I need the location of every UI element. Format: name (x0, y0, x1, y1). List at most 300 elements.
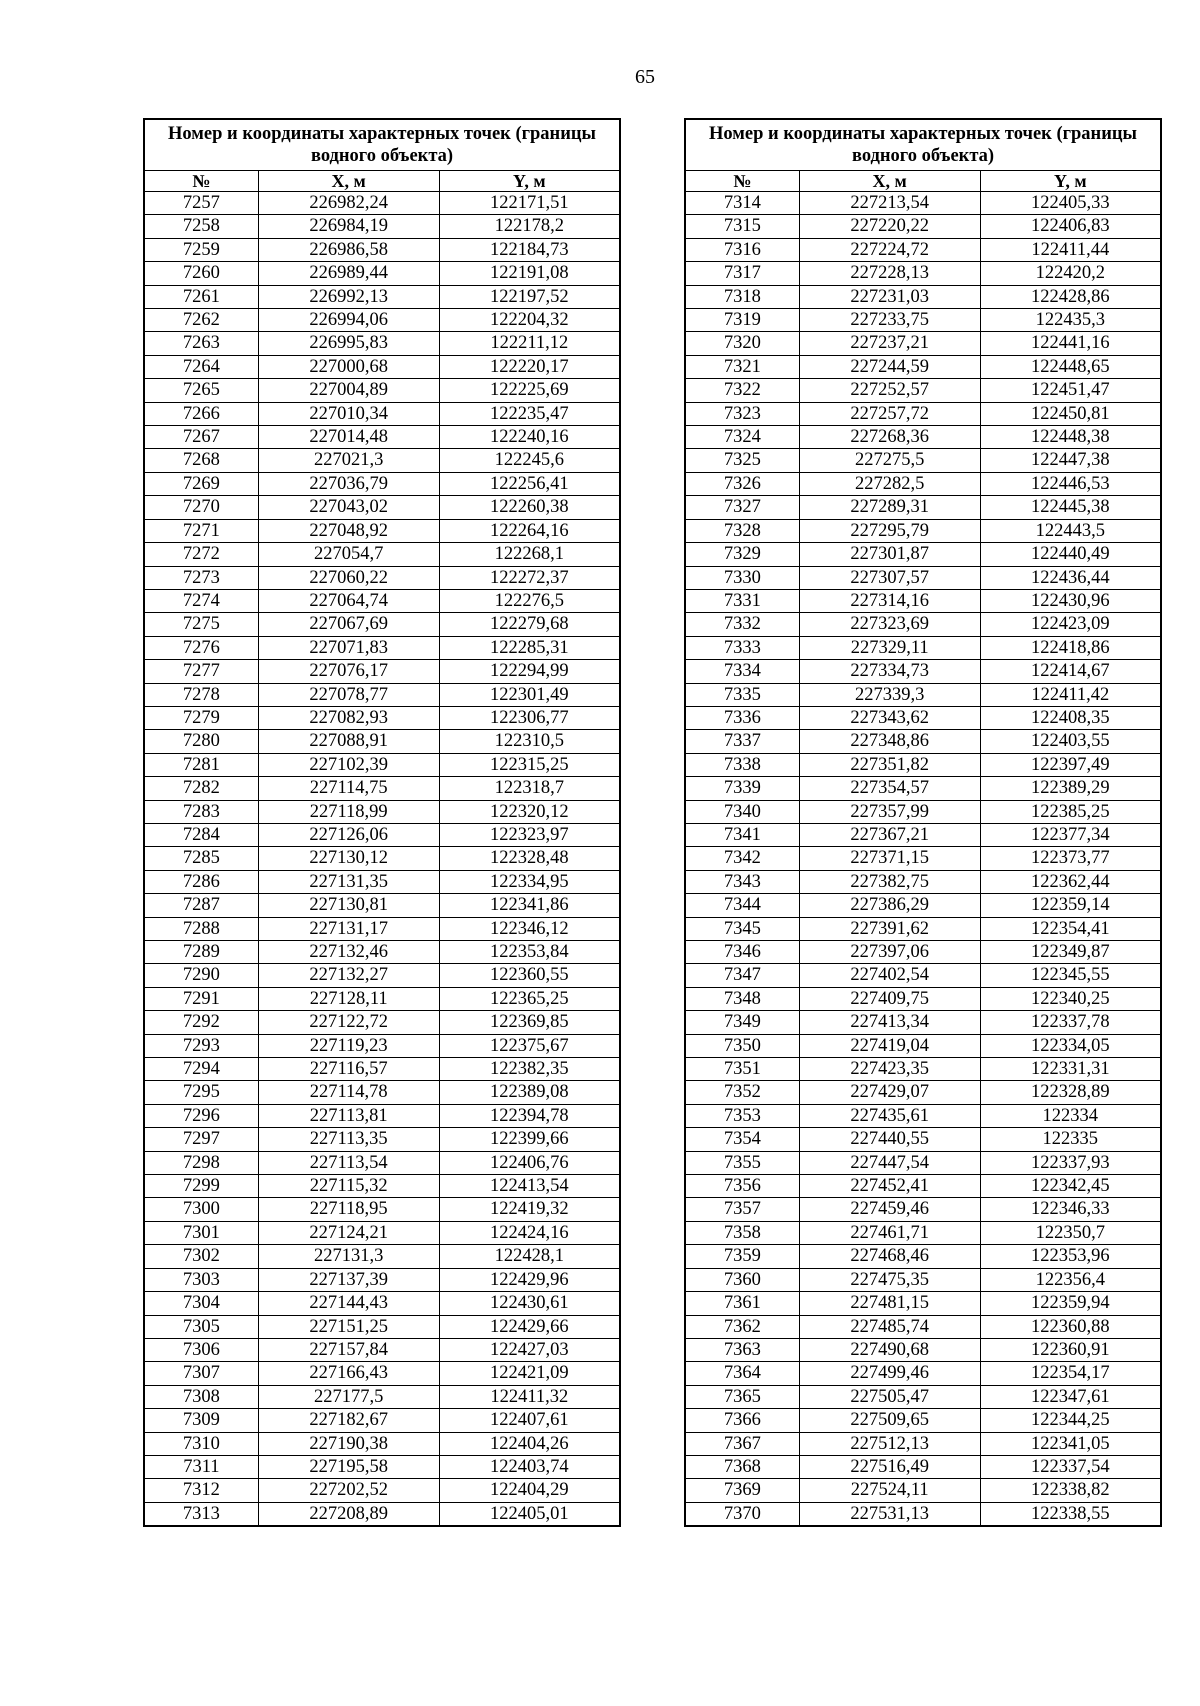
y-coordinate-cell: 122256,41 (439, 472, 620, 495)
point-number-cell: 7274 (144, 589, 258, 612)
y-coordinate-cell: 122337,54 (980, 1455, 1161, 1478)
table-row (144, 777, 620, 800)
point-number-cell: 7323 (685, 402, 799, 425)
x-coordinate-cell: 227499,46 (799, 1362, 980, 1385)
point-number-cell: 7341 (685, 823, 799, 846)
x-coordinate-cell: 227429,07 (799, 1081, 980, 1104)
x-coordinate-cell: 227367,21 (799, 823, 980, 846)
point-number-cell: 7310 (144, 1432, 258, 1455)
x-coordinate-cell: 227114,78 (258, 1081, 439, 1104)
point-number-cell: 7319 (685, 309, 799, 332)
table-row (685, 1151, 1161, 1174)
x-coordinate-cell: 227130,12 (258, 847, 439, 870)
x-coordinate-cell: 227233,75 (799, 309, 980, 332)
table-row (685, 1315, 1161, 1338)
y-coordinate-cell: 122337,78 (980, 1011, 1161, 1034)
point-number-cell: 7304 (144, 1292, 258, 1315)
table-row (144, 1245, 620, 1268)
table-row (144, 613, 620, 636)
point-number-cell: 7340 (685, 800, 799, 823)
point-number-cell: 7295 (144, 1081, 258, 1104)
x-coordinate-cell: 226986,58 (258, 238, 439, 261)
x-coordinate-cell: 227157,84 (258, 1338, 439, 1361)
table-row (144, 238, 620, 261)
y-coordinate-cell: 122427,03 (439, 1338, 620, 1361)
y-coordinate-cell: 122408,35 (980, 706, 1161, 729)
point-number-cell: 7293 (144, 1034, 258, 1057)
y-coordinate-cell: 122350,7 (980, 1221, 1161, 1244)
y-coordinate-cell: 122220,17 (439, 355, 620, 378)
y-coordinate-cell: 122430,61 (439, 1292, 620, 1315)
column-header-y: Y, м (439, 171, 620, 192)
y-coordinate-cell: 122423,09 (980, 613, 1161, 636)
table-row (685, 1268, 1161, 1291)
y-coordinate-cell: 122448,65 (980, 355, 1161, 378)
table-row (144, 1479, 620, 1502)
x-coordinate-cell: 227048,92 (258, 519, 439, 542)
y-coordinate-cell: 122404,29 (439, 1479, 620, 1502)
column-header-number: № (685, 171, 799, 192)
table-row (685, 660, 1161, 683)
x-coordinate-cell: 227371,15 (799, 847, 980, 870)
point-number-cell: 7368 (685, 1455, 799, 1478)
x-coordinate-cell: 227113,81 (258, 1104, 439, 1127)
x-coordinate-cell: 227509,65 (799, 1409, 980, 1432)
table-row (144, 519, 620, 542)
table-row (144, 706, 620, 729)
point-number-cell: 7354 (685, 1128, 799, 1151)
table-row (685, 706, 1161, 729)
y-coordinate-cell: 122394,78 (439, 1104, 620, 1127)
point-number-cell: 7311 (144, 1455, 258, 1478)
y-coordinate-cell: 122441,16 (980, 332, 1161, 355)
point-number-cell: 7290 (144, 964, 258, 987)
x-coordinate-cell: 227354,57 (799, 777, 980, 800)
table-row (144, 1034, 620, 1057)
point-number-cell: 7275 (144, 613, 258, 636)
point-number-cell: 7297 (144, 1128, 258, 1151)
y-coordinate-cell: 122385,25 (980, 800, 1161, 823)
point-number-cell: 7265 (144, 379, 258, 402)
x-coordinate-cell: 227289,31 (799, 496, 980, 519)
x-coordinate-cell: 227301,87 (799, 543, 980, 566)
table-row (144, 1175, 620, 1198)
x-coordinate-cell: 227516,49 (799, 1455, 980, 1478)
table-row (144, 566, 620, 589)
point-number-cell: 7288 (144, 917, 258, 940)
x-coordinate-cell: 227177,5 (258, 1385, 439, 1408)
table-row (685, 613, 1161, 636)
table-row (144, 800, 620, 823)
y-coordinate-cell: 122211,12 (439, 332, 620, 355)
table-row (685, 917, 1161, 940)
table-row (685, 519, 1161, 542)
y-coordinate-cell: 122377,34 (980, 823, 1161, 846)
y-coordinate-cell: 122405,01 (439, 1502, 620, 1526)
point-number-cell: 7278 (144, 683, 258, 706)
point-number-cell: 7360 (685, 1268, 799, 1291)
point-number-cell: 7349 (685, 1011, 799, 1034)
y-coordinate-cell: 122341,05 (980, 1432, 1161, 1455)
point-number-cell: 7286 (144, 870, 258, 893)
table-row (685, 566, 1161, 589)
table-row (685, 1385, 1161, 1408)
point-number-cell: 7300 (144, 1198, 258, 1221)
x-coordinate-cell: 227116,57 (258, 1058, 439, 1081)
table-row (144, 1432, 620, 1455)
table-row (685, 192, 1161, 215)
x-coordinate-cell: 227014,48 (258, 426, 439, 449)
x-coordinate-cell: 227118,95 (258, 1198, 439, 1221)
x-coordinate-cell: 227182,67 (258, 1409, 439, 1432)
point-number-cell: 7292 (144, 1011, 258, 1034)
table-row (685, 543, 1161, 566)
x-coordinate-cell: 227064,74 (258, 589, 439, 612)
point-number-cell: 7260 (144, 262, 258, 285)
x-coordinate-cell: 226992,13 (258, 285, 439, 308)
point-number-cell: 7277 (144, 660, 258, 683)
y-coordinate-cell: 122429,66 (439, 1315, 620, 1338)
column-header-x: X, м (258, 171, 439, 192)
y-coordinate-cell: 122375,67 (439, 1034, 620, 1057)
table-row (685, 1292, 1161, 1315)
y-coordinate-cell: 122411,42 (980, 683, 1161, 706)
x-coordinate-cell: 227419,04 (799, 1034, 980, 1057)
x-coordinate-cell: 227228,13 (799, 262, 980, 285)
x-coordinate-cell: 227036,79 (258, 472, 439, 495)
y-coordinate-cell: 122345,55 (980, 964, 1161, 987)
y-coordinate-cell: 122184,73 (439, 238, 620, 261)
point-number-cell: 7351 (685, 1058, 799, 1081)
y-coordinate-cell: 122360,91 (980, 1338, 1161, 1361)
y-coordinate-cell: 122338,82 (980, 1479, 1161, 1502)
x-coordinate-cell: 227131,3 (258, 1245, 439, 1268)
y-coordinate-cell: 122328,48 (439, 847, 620, 870)
y-coordinate-cell: 122407,61 (439, 1409, 620, 1432)
table-row (144, 215, 620, 238)
point-number-cell: 7342 (685, 847, 799, 870)
point-number-cell: 7284 (144, 823, 258, 846)
coordinates-table-right (684, 118, 1162, 1527)
point-number-cell: 7276 (144, 636, 258, 659)
point-number-cell: 7329 (685, 543, 799, 566)
y-coordinate-cell: 122440,49 (980, 543, 1161, 566)
table-row (144, 1151, 620, 1174)
y-coordinate-cell: 122414,67 (980, 660, 1161, 683)
table-row (685, 496, 1161, 519)
x-coordinate-cell: 227043,02 (258, 496, 439, 519)
x-coordinate-cell: 227397,06 (799, 941, 980, 964)
x-coordinate-cell: 227314,16 (799, 589, 980, 612)
y-coordinate-cell: 122334 (980, 1104, 1161, 1127)
x-coordinate-cell: 227447,54 (799, 1151, 980, 1174)
x-coordinate-cell: 227461,71 (799, 1221, 980, 1244)
point-number-cell: 7271 (144, 519, 258, 542)
x-coordinate-cell: 227323,69 (799, 613, 980, 636)
point-number-cell: 7336 (685, 706, 799, 729)
y-coordinate-cell: 122362,44 (980, 870, 1161, 893)
x-coordinate-cell: 227054,7 (258, 543, 439, 566)
x-coordinate-cell: 227115,32 (258, 1175, 439, 1198)
y-coordinate-cell: 122428,1 (439, 1245, 620, 1268)
x-coordinate-cell: 227440,55 (799, 1128, 980, 1151)
table-caption: Номер и координаты характерных точек (границы водного объекта) (144, 119, 620, 171)
y-coordinate-cell: 122301,49 (439, 683, 620, 706)
x-coordinate-cell: 227190,38 (258, 1432, 439, 1455)
table-row (685, 1221, 1161, 1244)
table-row (685, 800, 1161, 823)
x-coordinate-cell: 227220,22 (799, 215, 980, 238)
table-row (144, 870, 620, 893)
x-coordinate-cell: 227268,36 (799, 426, 980, 449)
x-coordinate-cell: 227231,03 (799, 285, 980, 308)
y-coordinate-cell: 122389,29 (980, 777, 1161, 800)
y-coordinate-cell: 122420,2 (980, 262, 1161, 285)
x-coordinate-cell: 227082,93 (258, 706, 439, 729)
point-number-cell: 7355 (685, 1151, 799, 1174)
y-coordinate-cell: 122341,86 (439, 894, 620, 917)
y-coordinate-cell: 122338,55 (980, 1502, 1161, 1526)
y-coordinate-cell: 122443,5 (980, 519, 1161, 542)
x-coordinate-cell: 227166,43 (258, 1362, 439, 1385)
x-coordinate-cell: 227295,79 (799, 519, 980, 542)
y-coordinate-cell: 122342,45 (980, 1175, 1161, 1198)
point-number-cell: 7261 (144, 285, 258, 308)
table-row (144, 472, 620, 495)
x-coordinate-cell: 227071,83 (258, 636, 439, 659)
y-coordinate-cell: 122264,16 (439, 519, 620, 542)
point-number-cell: 7289 (144, 941, 258, 964)
column-header-y: Y, м (980, 171, 1161, 192)
y-coordinate-cell: 122406,83 (980, 215, 1161, 238)
x-coordinate-cell: 226989,44 (258, 262, 439, 285)
point-number-cell: 7285 (144, 847, 258, 870)
table-row (685, 449, 1161, 472)
point-number-cell: 7309 (144, 1409, 258, 1432)
x-coordinate-cell: 227257,72 (799, 402, 980, 425)
point-number-cell: 7338 (685, 753, 799, 776)
table-row (685, 1502, 1161, 1526)
table-row (144, 426, 620, 449)
x-coordinate-cell: 227475,35 (799, 1268, 980, 1291)
y-coordinate-cell: 122235,47 (439, 402, 620, 425)
y-coordinate-cell: 122428,86 (980, 285, 1161, 308)
point-number-cell: 7321 (685, 355, 799, 378)
y-coordinate-cell: 122403,74 (439, 1455, 620, 1478)
x-coordinate-cell: 227132,27 (258, 964, 439, 987)
x-coordinate-cell: 227224,72 (799, 238, 980, 261)
y-coordinate-cell: 122337,93 (980, 1151, 1161, 1174)
table-row (144, 449, 620, 472)
table-row (144, 917, 620, 940)
y-coordinate-cell: 122406,76 (439, 1151, 620, 1174)
table-row (685, 964, 1161, 987)
y-coordinate-cell: 122334,05 (980, 1034, 1161, 1057)
y-coordinate-cell: 122272,37 (439, 566, 620, 589)
y-coordinate-cell: 122365,25 (439, 987, 620, 1010)
x-coordinate-cell: 227282,5 (799, 472, 980, 495)
x-coordinate-cell: 227490,68 (799, 1338, 980, 1361)
table-row (685, 941, 1161, 964)
table-row (685, 262, 1161, 285)
y-coordinate-cell: 122335 (980, 1128, 1161, 1151)
x-coordinate-cell: 227531,13 (799, 1502, 980, 1526)
table-row (144, 730, 620, 753)
table-row (144, 262, 620, 285)
point-number-cell: 7344 (685, 894, 799, 917)
x-coordinate-cell: 227343,62 (799, 706, 980, 729)
y-coordinate-cell: 122403,55 (980, 730, 1161, 753)
y-coordinate-cell: 122346,33 (980, 1198, 1161, 1221)
table-row (144, 1385, 620, 1408)
table-row (144, 1081, 620, 1104)
x-coordinate-cell: 226984,19 (258, 215, 439, 238)
page-number: 65 (635, 66, 655, 88)
table-row (144, 847, 620, 870)
table-row (144, 496, 620, 519)
x-coordinate-cell: 226982,24 (258, 192, 439, 215)
y-coordinate-cell: 122399,66 (439, 1128, 620, 1151)
y-coordinate-cell: 122310,5 (439, 730, 620, 753)
table-row (685, 1104, 1161, 1127)
table-row (685, 426, 1161, 449)
table-row (685, 402, 1161, 425)
y-coordinate-cell: 122373,77 (980, 847, 1161, 870)
x-coordinate-cell: 227124,21 (258, 1221, 439, 1244)
table-row (685, 215, 1161, 238)
point-number-cell: 7365 (685, 1385, 799, 1408)
y-coordinate-cell: 122446,53 (980, 472, 1161, 495)
y-coordinate-cell: 122451,47 (980, 379, 1161, 402)
point-number-cell: 7312 (144, 1479, 258, 1502)
point-number-cell: 7370 (685, 1502, 799, 1526)
table-row (144, 1221, 620, 1244)
table-row (685, 753, 1161, 776)
x-coordinate-cell: 227102,39 (258, 753, 439, 776)
x-coordinate-cell: 227402,54 (799, 964, 980, 987)
table-row (685, 1128, 1161, 1151)
x-coordinate-cell: 227351,82 (799, 753, 980, 776)
x-coordinate-cell: 227151,25 (258, 1315, 439, 1338)
x-coordinate-cell: 227202,52 (258, 1479, 439, 1502)
point-number-cell: 7356 (685, 1175, 799, 1198)
x-coordinate-cell: 227000,68 (258, 355, 439, 378)
x-coordinate-cell: 227118,99 (258, 800, 439, 823)
x-coordinate-cell: 227307,57 (799, 566, 980, 589)
point-number-cell: 7283 (144, 800, 258, 823)
table-row (685, 894, 1161, 917)
point-number-cell: 7347 (685, 964, 799, 987)
table-row (144, 823, 620, 846)
y-coordinate-cell: 122450,81 (980, 402, 1161, 425)
point-number-cell: 7259 (144, 238, 258, 261)
point-number-cell: 7353 (685, 1104, 799, 1127)
point-number-cell: 7263 (144, 332, 258, 355)
table-row (685, 987, 1161, 1010)
x-coordinate-cell: 227435,61 (799, 1104, 980, 1127)
table-row (144, 1058, 620, 1081)
point-number-cell: 7363 (685, 1338, 799, 1361)
y-coordinate-cell: 122448,38 (980, 426, 1161, 449)
point-number-cell: 7299 (144, 1175, 258, 1198)
x-coordinate-cell: 227339,3 (799, 683, 980, 706)
y-coordinate-cell: 122306,77 (439, 706, 620, 729)
point-number-cell: 7330 (685, 566, 799, 589)
x-coordinate-cell: 227132,46 (258, 941, 439, 964)
table-row (685, 1058, 1161, 1081)
x-coordinate-cell: 227512,13 (799, 1432, 980, 1455)
point-number-cell: 7307 (144, 1362, 258, 1385)
point-number-cell: 7357 (685, 1198, 799, 1221)
table-body (685, 192, 1161, 1527)
x-coordinate-cell: 227144,43 (258, 1292, 439, 1315)
point-number-cell: 7280 (144, 730, 258, 753)
point-number-cell: 7346 (685, 941, 799, 964)
table-row (685, 1175, 1161, 1198)
point-number-cell: 7328 (685, 519, 799, 542)
y-coordinate-cell: 122445,38 (980, 496, 1161, 519)
y-coordinate-cell: 122411,32 (439, 1385, 620, 1408)
table-row (144, 1198, 620, 1221)
y-coordinate-cell: 122369,85 (439, 1011, 620, 1034)
x-coordinate-cell: 227357,99 (799, 800, 980, 823)
table-row (685, 1479, 1161, 1502)
point-number-cell: 7361 (685, 1292, 799, 1315)
point-number-cell: 7367 (685, 1432, 799, 1455)
point-number-cell: 7334 (685, 660, 799, 683)
table-row (685, 1338, 1161, 1361)
x-coordinate-cell: 227128,11 (258, 987, 439, 1010)
point-number-cell: 7326 (685, 472, 799, 495)
x-coordinate-cell: 227481,15 (799, 1292, 980, 1315)
point-number-cell: 7325 (685, 449, 799, 472)
x-coordinate-cell: 227505,47 (799, 1385, 980, 1408)
point-number-cell: 7267 (144, 426, 258, 449)
point-number-cell: 7362 (685, 1315, 799, 1338)
x-coordinate-cell: 227382,75 (799, 870, 980, 893)
point-number-cell: 7358 (685, 1221, 799, 1244)
x-coordinate-cell: 227195,58 (258, 1455, 439, 1478)
x-coordinate-cell: 227334,73 (799, 660, 980, 683)
table-row (685, 870, 1161, 893)
x-coordinate-cell: 227076,17 (258, 660, 439, 683)
y-coordinate-cell: 122419,32 (439, 1198, 620, 1221)
table-row (685, 472, 1161, 495)
y-coordinate-cell: 122240,16 (439, 426, 620, 449)
point-number-cell: 7298 (144, 1151, 258, 1174)
x-coordinate-cell: 226994,06 (258, 309, 439, 332)
point-number-cell: 7318 (685, 285, 799, 308)
y-coordinate-cell: 122323,97 (439, 823, 620, 846)
y-coordinate-cell: 122320,12 (439, 800, 620, 823)
y-coordinate-cell: 122360,55 (439, 964, 620, 987)
table-row (685, 332, 1161, 355)
y-coordinate-cell: 122344,25 (980, 1409, 1161, 1432)
table-row (144, 1011, 620, 1034)
x-coordinate-cell: 227137,39 (258, 1268, 439, 1291)
y-coordinate-cell: 122245,6 (439, 449, 620, 472)
y-coordinate-cell: 122204,32 (439, 309, 620, 332)
point-number-cell: 7262 (144, 309, 258, 332)
x-coordinate-cell: 227409,75 (799, 987, 980, 1010)
table-row (685, 1034, 1161, 1057)
y-coordinate-cell: 122260,38 (439, 496, 620, 519)
table-row (685, 730, 1161, 753)
x-coordinate-cell: 227237,21 (799, 332, 980, 355)
x-coordinate-cell: 227208,89 (258, 1502, 439, 1526)
x-coordinate-cell: 227131,17 (258, 917, 439, 940)
table-row (144, 941, 620, 964)
